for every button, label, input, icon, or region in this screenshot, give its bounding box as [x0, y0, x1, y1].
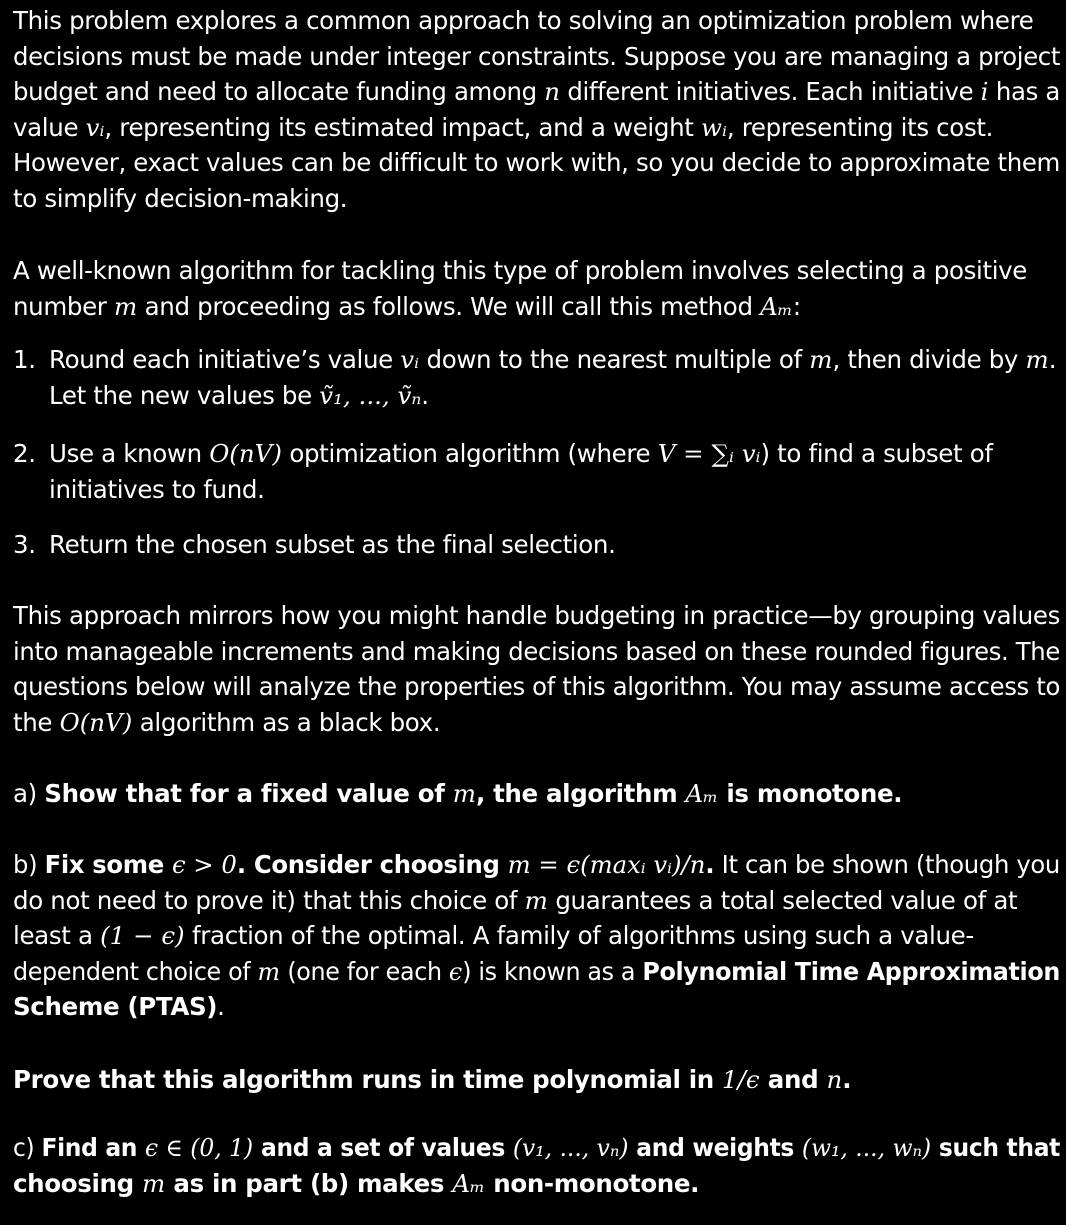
step-1-line-2 — [49, 378, 1058, 414]
text-run: and proceeding as follows. We will call this method — [137, 291, 761, 321]
text-run: It can be shown (though you — [714, 850, 1060, 879]
text-run: . — [217, 992, 225, 1022]
text-run: ) to find a subset of — [760, 439, 993, 468]
approach-line-1: This approach mirrors how you might handle budgeting in practice—by grouping values — [13, 601, 1060, 630]
math-eps-gt-zero: ϵ > 0 — [171, 850, 237, 879]
step-2-line-2: initiatives to fund. — [49, 474, 265, 504]
math-Am: Aₘ — [760, 291, 793, 321]
text-run: . — [842, 1065, 852, 1094]
step-3-line-1: Return the chosen subset as the final selection. — [49, 530, 616, 559]
part-label: c) — [13, 1133, 42, 1162]
math-big-o: O(nV) — [59, 707, 133, 737]
intro-line-5: However, exact values can be difficult to work with, so you decide to approximate them — [13, 148, 1061, 178]
math-eps-in-interval: ϵ ∈ (0, 1) — [144, 1133, 254, 1162]
math-values-tuple: (v₁, ..., vₙ) — [512, 1133, 629, 1162]
math-m: m — [524, 885, 548, 915]
text-run: Find an — [41, 1133, 145, 1162]
text-run: and — [759, 1065, 827, 1094]
text-run: Prove that this algorithm runs in time polynomial in — [13, 1065, 723, 1094]
part-a — [13, 776, 1058, 812]
math-Am: Aₘ — [452, 1168, 486, 1198]
text-run: , then divide by — [832, 345, 1026, 374]
algo-line-1: A well-known algorithm for tackling this type of problem involves selecting a positive — [13, 256, 1028, 285]
text-run: Scheme (PTAS) — [13, 992, 218, 1022]
math-inverse-eps: 1/ϵ — [722, 1065, 760, 1094]
text-run: algorithm as a black box. — [132, 707, 441, 737]
text-run: the — [13, 707, 60, 737]
math-n: n — [826, 1065, 843, 1094]
text-run: different initiatives. Each initiative — [559, 77, 981, 107]
text-run: budget and need to allocate funding among — [13, 77, 545, 107]
approach-line-3: questions below will analyze the properties of this algorithm. You may assume access to — [13, 672, 1060, 702]
text-run: , the algorithm — [475, 779, 686, 808]
math-m-formula: m = ϵ(maxᵢ vᵢ)/n — [507, 850, 706, 879]
list-item-step-2 — [13, 436, 1058, 507]
math-rounded-values: ṽ₁, ..., ṽₙ — [319, 380, 422, 410]
part-a-line-1 — [13, 776, 1058, 812]
text-run: Show that for a fixed value of — [44, 779, 453, 808]
text-run: dependent choice of — [13, 956, 258, 986]
algorithm-intro-paragraph — [13, 253, 1058, 324]
math-m: m — [809, 345, 833, 374]
text-run: (one for each — [280, 956, 449, 986]
math-v-sum: V = ∑ᵢ vᵢ — [657, 439, 761, 468]
part-c-line-2 — [13, 1166, 1058, 1202]
math-m: m — [113, 291, 138, 321]
text-run: choosing — [13, 1168, 142, 1198]
intro-line-2: decisions must be made under integer constraints. Suppose you are managing a project — [13, 41, 1061, 71]
text-run: optimization algorithm (where — [281, 439, 658, 468]
step-3-body — [49, 527, 1058, 563]
math-big-o: O(nV) — [209, 439, 282, 468]
part-b — [13, 847, 1058, 1025]
math-wi: wᵢ — [700, 112, 727, 142]
text-run: is monotone. — [718, 779, 903, 808]
text-run: : — [792, 291, 801, 321]
text-run: . — [1048, 345, 1057, 374]
intro-paragraph — [13, 3, 1061, 217]
math-vi: vᵢ — [400, 345, 420, 374]
list-item-step-3 — [13, 527, 1058, 563]
math-Am: Aₘ — [685, 779, 719, 808]
part-b-line-1 — [13, 847, 1060, 883]
math-m: m — [257, 956, 281, 986]
part-b-line-5 — [13, 989, 1058, 1025]
intro-line-1: This problem explores a common approach to solving an optimization problem where — [13, 6, 1034, 35]
prove-statement — [13, 1062, 1058, 1098]
math-vi: vᵢ — [85, 112, 105, 142]
math-i: i — [980, 77, 989, 107]
text-run: Use a known — [49, 439, 210, 468]
text-run: Round each initiative’s value — [49, 345, 401, 374]
step-2-body — [49, 436, 1058, 507]
text-run: has a — [988, 77, 1060, 107]
approach-paragraph — [13, 598, 1058, 740]
part-b-line-3 — [13, 918, 1058, 954]
list-number: 1. — [13, 345, 36, 374]
math-m: m — [141, 1168, 166, 1198]
math-m: m — [452, 779, 476, 808]
text-run: , representing its estimated impact, and a weight — [104, 112, 701, 142]
text-run: . — [421, 380, 429, 410]
math-one-minus-eps: (1 − ϵ) — [100, 921, 185, 951]
math-m: m — [1025, 345, 1049, 374]
algo-line-2 — [13, 289, 1058, 325]
text-run: value — [13, 112, 86, 142]
text-run: and weights — [628, 1133, 802, 1162]
part-c — [13, 1130, 1061, 1201]
prove-line-1 — [13, 1062, 1058, 1098]
math-eps: ϵ — [448, 956, 463, 986]
text-run: number — [13, 291, 114, 321]
approach-line-2: into manageable increments and making decisions based on these rounded figures. The — [13, 636, 1060, 666]
part-c-line-1 — [13, 1130, 1061, 1166]
text-run: Polynomial Time Approximation — [642, 956, 1060, 986]
intro-line-6: to simplify decision-making. — [13, 183, 348, 213]
part-b-line-4 — [13, 954, 1060, 990]
part-label: b) — [13, 850, 45, 879]
text-run: fraction of the optimal. A family of algorithms using such a value- — [184, 921, 974, 951]
text-run: . — [705, 850, 715, 879]
list-item-step-1 — [13, 342, 1058, 413]
text-run: non-monotone. — [485, 1168, 700, 1198]
step-1-line-1 — [49, 342, 1058, 378]
text-run: least a — [13, 921, 101, 951]
text-run: . Consider choosing — [236, 850, 508, 879]
part-b-line-2 — [13, 883, 1058, 919]
text-run: ) is known as a — [462, 956, 643, 986]
intro-line-3 — [13, 74, 1060, 110]
text-run: Fix some — [44, 850, 172, 879]
text-run: , representing its cost. — [726, 112, 994, 142]
step-2-line-1 — [49, 436, 1058, 472]
intro-line-4 — [13, 110, 1058, 146]
math-weights-tuple: (w₁, ..., wₙ) — [801, 1133, 932, 1162]
text-run: as in part (b) makes — [165, 1168, 453, 1198]
list-number: 2. — [13, 439, 36, 468]
step-1-body — [49, 342, 1058, 413]
text-run: down to the nearest multiple of — [419, 345, 810, 374]
math-n: n — [544, 77, 560, 107]
text-run: do not need to prove it) that this choice of — [13, 885, 525, 915]
text-run: guarantees a total selected value of at — [547, 885, 1018, 915]
part-label: a) — [13, 779, 45, 808]
approach-line-4 — [13, 705, 1058, 741]
text-run: Let the new values be — [49, 380, 320, 410]
text-run: such that — [931, 1133, 1061, 1162]
text-run: and a set of values — [253, 1133, 513, 1162]
list-number: 3. — [13, 530, 36, 559]
